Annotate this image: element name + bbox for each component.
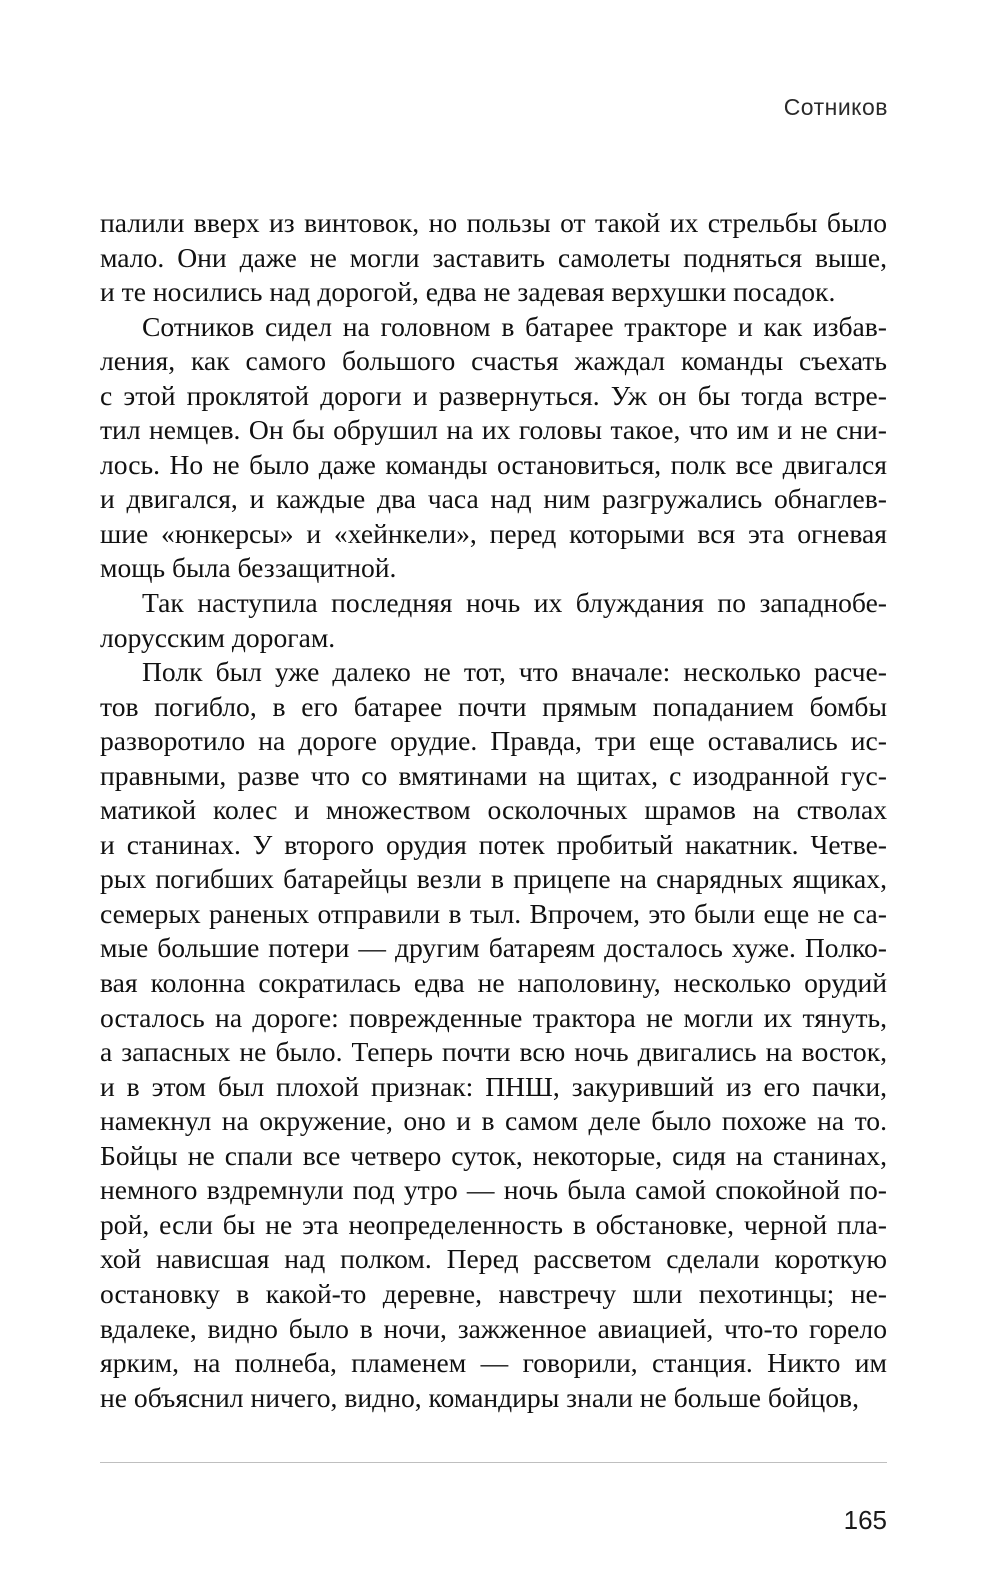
text-line: лось. Но не было даже команды остановиться, полк все двигался — [100, 448, 887, 480]
text-line: и двигался, и каждые два часа над ним разгружались обнаглев- — [100, 483, 887, 515]
text-line: тов погибло, в его батарее почти прямым попаданием бомбы — [100, 690, 887, 722]
text-line: разворотило на дороге орудие. Правда, три еще оставались ис- — [100, 725, 887, 757]
text-line: немного вздремнули под утро — ночь была самой спокойной по- — [100, 1174, 887, 1206]
text-line: Бойцы не спали все четверо суток, некоторые, сидя на станинах, — [100, 1139, 887, 1171]
text-line: осталось на дороге: поврежденные трактора не могли их тянуть, — [100, 1001, 887, 1033]
footer-rule — [100, 1462, 887, 1463]
text-line: шие «юнкерсы» и «хейнкели», перед которыми вся эта огневая — [100, 517, 887, 549]
text-line: мощь была беззащитной. — [100, 552, 397, 584]
text-line: вая колонна сократилась едва не наполовину, несколько орудий — [100, 967, 887, 999]
text-line: ления, как самого большого счастья жаждал команды съехать — [100, 345, 887, 377]
running-head: Сотников — [783, 94, 888, 120]
body-text — [100, 206, 887, 1415]
text-line: и станинах. У второго орудия потек пробитый накатник. Четве- — [100, 828, 887, 860]
text-line: хой нависшая над полком. Перед рассветом сделали короткую — [100, 1243, 887, 1275]
text-line: правными, разве что со вмятинами на щитах, с изодранной гус- — [100, 759, 887, 791]
text-line: лорусским дорогам. — [100, 621, 336, 653]
text-line: а запасных не было. Теперь почти всю ночь двигались на восток, — [100, 1036, 887, 1068]
text-line: палили вверх из винтовок, но пользы от такой их стрельбы было — [100, 207, 887, 238]
text-line: мые большие потери — другим батареям досталось хуже. Полко- — [100, 932, 887, 964]
text-line: Так наступила последняя ночь их блуждания по западнобе- — [142, 587, 887, 619]
text-line: Полк был уже далеко не тот, что вначале: несколько расче- — [142, 656, 887, 688]
text-line: и те носились над дорогой, едва не задевая верхушки посадок. — [100, 276, 836, 308]
text-line: рых погибших батарейцы везли в прицепе на снарядных ящиках, — [100, 863, 887, 895]
page-number: 165 — [843, 1505, 887, 1535]
text-line: Сотников сидел на головном в батарее тракторе и как избав- — [142, 310, 887, 342]
text-line: матикой колес и множеством осколочных шрамов на стволах — [100, 794, 887, 826]
text-line: не объяснил ничего, видно, командиры знали не больше бойцов, — [100, 1381, 859, 1413]
text-line: рой, если бы не эта неопределенность в обстановке, черной пла- — [100, 1208, 887, 1240]
text-line: остановку в какой-то деревне, навстречу шли пехотинцы; не- — [100, 1277, 887, 1309]
text-line: мало. Они даже не могли заставить самолеты подняться выше, — [100, 241, 887, 273]
text-line: и в этом был плохой признак: ПНШ, закуривший из его пачки, — [100, 1070, 887, 1102]
text-line: ярким, на полнеба, пламенем — говорили, станция. Никто им — [100, 1347, 887, 1379]
text-line: вдалеке, видно было в ночи, зажженное авиацией, что-то горело — [100, 1312, 887, 1344]
text-line: намекнул на окружение, оно и в самом деле было похоже на то. — [100, 1105, 887, 1137]
text-line: семерых раненых отправили в тыл. Впрочем, это были еще не са- — [100, 897, 887, 929]
text-line: тил немцев. Он бы обрушил на их головы такое, что им и не сни- — [100, 414, 887, 446]
text-line: с этой проклятой дороги и развернуться. Уж он бы тогда встре- — [100, 379, 887, 411]
